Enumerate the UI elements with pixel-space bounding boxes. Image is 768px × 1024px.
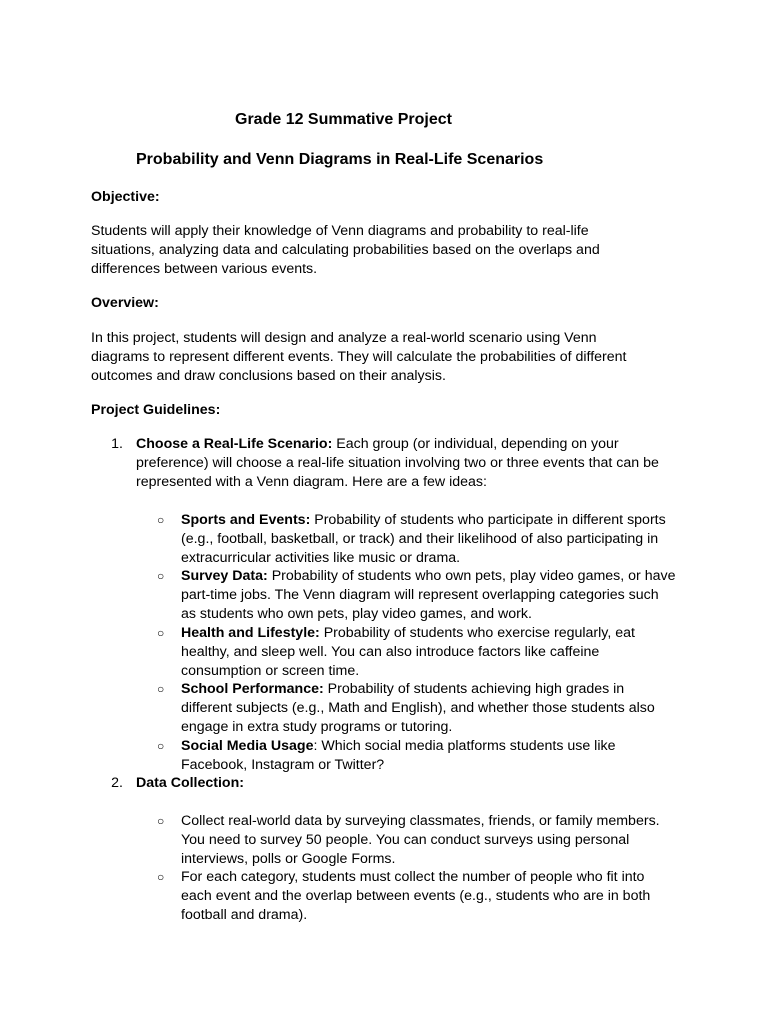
sub-list-item-text: Collect real-world data by surveying classmates, friends, or family members. You need to survey 50 people. You can conduct surveys using personal interviews, polls or Google Forms. (181, 813, 660, 867)
bullet-icon: ○ (157, 513, 165, 527)
objective-heading: Objective: (91, 189, 160, 205)
list-item-bold: Data Collection: (136, 775, 244, 791)
sub-list-item (181, 868, 676, 924)
sub-list-item (181, 511, 676, 567)
bullet-icon: ○ (157, 682, 165, 696)
bullet-icon: ○ (157, 739, 165, 753)
list-item-bold: Choose a Real-Life Scenario: (136, 436, 333, 452)
guidelines-heading: Project Guidelines: (91, 402, 221, 418)
sub-list-item (181, 737, 676, 775)
list-item (136, 774, 681, 793)
document-title: Grade 12 Summative Project (235, 111, 452, 128)
sub-list-item-text: Probability of students who participate in different sports (e.g., football, basketball, or track) and their likelihood of also participating in extracurricular activities like music or drama. (181, 512, 666, 566)
sub-list-item (181, 680, 676, 736)
sub-list-item (181, 624, 676, 680)
overview-text: In this project, students will design and analyze a real-world scenario using Venn diagrams to represent different events. They will calculate the probabilities of different outcomes and draw conclusions based on their analysis. (91, 330, 627, 384)
sub-list-item-bold: Social Media Usage (181, 738, 314, 754)
bullet-icon: ○ (157, 626, 165, 640)
sub-list-item (181, 812, 676, 868)
sub-list-item-bold: Survey Data: (181, 568, 268, 584)
list-number: 1. (111, 436, 123, 452)
list-number: 2. (111, 775, 123, 791)
overview-heading: Overview: (91, 295, 159, 311)
objective-text: Students will apply their knowledge of Venn diagrams and probability to real-life situations, analyzing data and calculating probabilities based on the overlaps and differences between various events. (91, 223, 600, 277)
sub-list-item-text: : Which social media platforms students use like Facebook, Instagram or Twitter? (181, 738, 616, 773)
bullet-icon: ○ (157, 814, 165, 828)
sub-list-item-text: Probability of students who exercise regularly, eat healthy, and sleep well. You can also introduce factors like caffeine consumption or screen time. (181, 625, 635, 679)
sub-list-item-text: Probability of students achieving high grades in different subjects (e.g., Math and English), and whether those students also engage in extra study programs or tutoring. (181, 681, 655, 735)
sub-list-item-bold: Health and Lifestyle: (181, 625, 320, 641)
bullet-icon: ○ (157, 870, 165, 884)
sub-list-item-bold: Sports and Events: (181, 512, 311, 528)
bullet-icon: ○ (157, 569, 165, 583)
sub-list-item-bold: School Performance: (181, 681, 324, 697)
list-item (136, 435, 681, 491)
document-subtitle: Probability and Venn Diagrams in Real-Life Scenarios (136, 151, 544, 168)
sub-list-item-text: Probability of students who own pets, play video games, or have part-time jobs. The Venn diagram will represent overlapping categories such as students who own pets, play video games, and work. (181, 568, 676, 622)
list-item-text: Each group (or individual, depending on your preference) will choose a real-life situation involving two or three events that can be represented with a Venn diagram. Here are a few ideas: (136, 436, 659, 490)
sub-list-item (181, 567, 676, 623)
sub-list-item-text: For each category, students must collect the number of people who fit into each event and the overlap between events (e.g., students who are in both football and drama). (181, 869, 651, 923)
